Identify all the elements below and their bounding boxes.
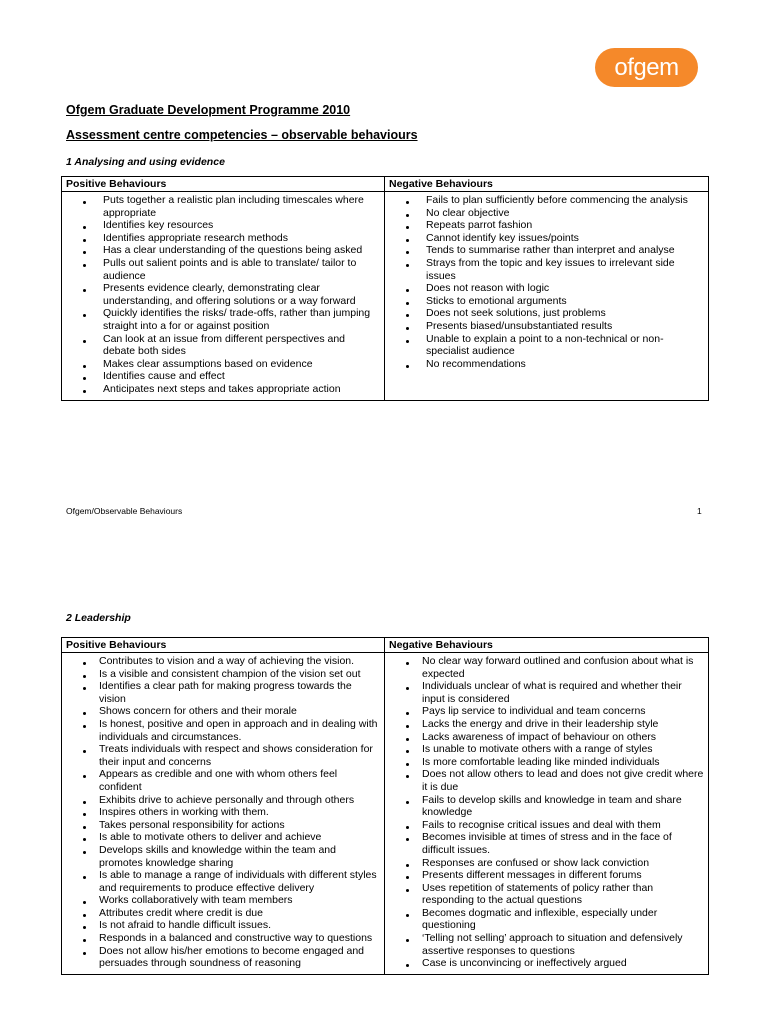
list-item: Identifies appropriate research methods [103, 232, 380, 245]
list-item: ‘Telling not selling’ approach to situation and defensively assertive responses to questions [422, 932, 704, 957]
list-item: Is honest, positive and open in approach and in dealing with individuals and circumstances. [99, 718, 380, 743]
list-item: Becomes dogmatic and inflexible, especially under questioning [422, 907, 704, 932]
list-item: Anticipates next steps and takes appropriate action [103, 383, 380, 396]
list-item: Presents evidence clearly, demonstrating clear understanding, and offering solutions or a way forward [103, 282, 380, 307]
list-item: Fails to develop skills and knowledge in team and share knowledge [422, 794, 704, 819]
list-item: Is able to motivate others to deliver and achieve [99, 831, 380, 844]
list-item: Develops skills and knowledge within the team and promotes knowledge sharing [99, 844, 380, 869]
section-2-behaviours-table [61, 637, 709, 975]
list-item: Can look at an issue from different perspectives and debate both sides [103, 333, 380, 358]
list-item: Is able to manage a range of individuals with different styles and requirements to produce effective delivery [99, 869, 380, 894]
list-item: Puts together a realistic plan including timescales where appropriate [103, 194, 380, 219]
list-item: Uses repetition of statements of policy rather than responding to the actual questions [422, 882, 704, 907]
list-item: Cannot identify key issues/points [426, 232, 704, 245]
document-page-2 [0, 540, 768, 1024]
list-item: Unable to explain a point to a non-technical or non-specialist audience [426, 333, 704, 358]
list-item: Lacks awareness of impact of behaviour on others [422, 731, 704, 744]
list-item: Pulls out salient points and is able to translate/ tailor to audience [103, 257, 380, 282]
section-1-heading: 1 Analysing and using evidence [66, 156, 225, 168]
list-item: Treats individuals with respect and shows consideration for their input and concerns [99, 743, 380, 768]
list-item: Strays from the topic and key issues to irrelevant side issues [426, 257, 704, 282]
negative-behaviours-cell [385, 192, 709, 401]
list-item: Lacks the energy and drive in their leadership style [422, 718, 704, 731]
list-item: Fails to recognise critical issues and deal with them [422, 819, 704, 832]
list-item: Does not reason with logic [426, 282, 704, 295]
list-item: Makes clear assumptions based on evidence [103, 358, 380, 371]
negative-behaviours-header: Negative Behaviours [385, 638, 709, 653]
list-item: Attributes credit where credit is due [99, 907, 380, 920]
negative-behaviours-header: Negative Behaviours [385, 177, 709, 192]
list-item: No clear objective [426, 207, 704, 220]
list-item: Identifies a clear path for making progress towards the vision [99, 680, 380, 705]
list-item: Does not allow his/her emotions to become engaged and persuades through soundness of reasoning [99, 945, 380, 970]
list-item: Has a clear understanding of the questions being asked [103, 244, 380, 257]
negative-behaviours-list [389, 194, 704, 370]
ofgem-logo: ofgem [595, 48, 698, 87]
list-item: Inspires others in working with them. [99, 806, 380, 819]
list-item: Presents different messages in different forums [422, 869, 704, 882]
negative-behaviours-list [389, 655, 704, 970]
list-item: No clear way forward outlined and confusion about what is expected [422, 655, 704, 680]
positive-behaviours-cell [62, 653, 385, 975]
list-item: Does not allow others to lead and does not give credit where it is due [422, 768, 704, 793]
section-1-behaviours-table [61, 176, 709, 401]
list-item: Sticks to emotional arguments [426, 295, 704, 308]
list-item: Individuals unclear of what is required and whether their input is considered [422, 680, 704, 705]
list-item: Becomes invisible at times of stress and in the face of difficult issues. [422, 831, 704, 856]
list-item: Works collaboratively with team members [99, 894, 380, 907]
footer-document-name: Ofgem/Observable Behaviours [66, 506, 183, 516]
list-item: Identifies cause and effect [103, 370, 380, 383]
list-item: Contributes to vision and a way of achieving the vision. [99, 655, 380, 668]
list-item: Fails to plan sufficiently before commencing the analysis [426, 194, 704, 207]
positive-behaviours-header: Positive Behaviours [62, 177, 385, 192]
list-item: Is more comfortable leading like minded individuals [422, 756, 704, 769]
positive-behaviours-list [66, 194, 380, 396]
list-item: Quickly identifies the risks/ trade-offs, rather than jumping straight into a for or against position [103, 307, 380, 332]
list-item: Responses are confused or show lack conviction [422, 857, 704, 870]
list-item: Is not afraid to handle difficult issues. [99, 919, 380, 932]
list-item: Case is unconvincing or ineffectively argued [422, 957, 704, 970]
negative-behaviours-cell [385, 653, 709, 975]
section-2-heading: 2 Leadership [66, 612, 131, 624]
positive-behaviours-cell [62, 192, 385, 401]
footer-page-number: 1 [697, 506, 702, 516]
list-item: Presents biased/unsubstantiated results [426, 320, 704, 333]
list-item: Takes personal responsibility for actions [99, 819, 380, 832]
list-item: Tends to summarise rather than interpret and analyse [426, 244, 704, 257]
positive-behaviours-header: Positive Behaviours [62, 638, 385, 653]
positive-behaviours-list [66, 655, 380, 970]
list-item: Repeats parrot fashion [426, 219, 704, 232]
list-item: No recommendations [426, 358, 704, 371]
list-item: Does not seek solutions, just problems [426, 307, 704, 320]
list-item: Identifies key resources [103, 219, 380, 232]
list-item: Is a visible and consistent champion of the vision set out [99, 668, 380, 681]
document-subtitle: Assessment centre competencies – observable behaviours [66, 128, 418, 142]
list-item: Pays lip service to individual and team concerns [422, 705, 704, 718]
list-item: Exhibits drive to achieve personally and through others [99, 794, 380, 807]
list-item: Is unable to motivate others with a range of styles [422, 743, 704, 756]
list-item: Shows concern for others and their morale [99, 705, 380, 718]
document-title: Ofgem Graduate Development Programme 2010 [66, 103, 351, 117]
list-item: Responds in a balanced and constructive way to questions [99, 932, 380, 945]
list-item: Appears as credible and one with whom others feel confident [99, 768, 380, 793]
